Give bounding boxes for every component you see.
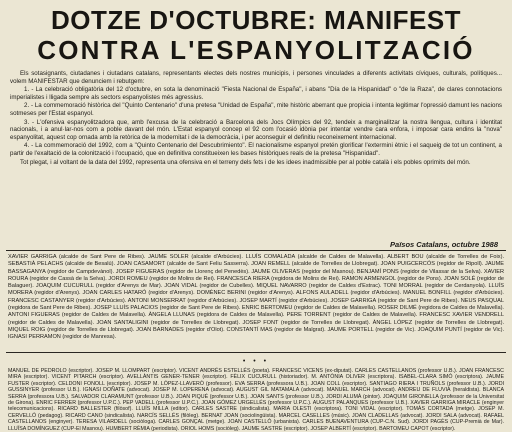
point-2: 2. - La commemoració històrica del "Quinto Centenario" d'una pretesa "Unidad de España", mite històric aberrant que propicia i intenta legitimar l'opressió damunt les nacions sotmeses per l'Estat espanyol. (10, 102, 502, 117)
divider-top (6, 250, 506, 251)
point-1: 1. - La celebració obligatòria del 12 d'octubre, en sota la denominació "Fiesta Nacional de España", i abans "Día de la Hispanidad" o "de la Raza", de clares connotacions imperialistes i lligada sempre als sectors espanyolistes més agressius. (10, 86, 502, 101)
headline-line-1: DOTZE D'OCTUBRE: MANIFEST (50, 5, 462, 35)
signers-personalities: MANUEL DE PEDROLO (escriptor). JOSEP M. LLOMPART (escriptor). VICENT ANDRÉS ESTELLÉS (poeta). FRANCESC VICENS (ex-diputat). CARLES CASTELLANOS (professor U.B.). JOAN FRANCESC MIRA (escriptor). VICENT PITARCH (escriptor). AVELLÀNTIS GENER-TENER (escriptor). FÈLIX CUCURULL (historiador). M. ANTÒNIA OLIVER (escriptora). ISABEL-CLARA SIMÓ (escriptora). JAUME FUSTER (escriptor). CELDONI FONOLL (escriptor). JOSEP M. LÓPEZ-LLAVERÒ (professor). EVA SERRA (professora U.B.). JOAN COLL (escriptor). SANTIAGO RIERA I TRUÑOLS (professor U.B.). JORDI GUSSINYER (professor U.B.). IGNASI DOÑATE (advocat). JOSEP M. LOPERENA (advocat). AUGUST GIL MATAMALA (advocat). MANUEL MARCH (advocat). ANDREU DE FLUVIÀ (heraldista). BLANCA SERRA (professora U.B.). SALVADOR CLARAMUNT (professor U.B.). JOAN PIQUÉ (professor U.B.). JOAN SANTS (professor U.B.). JORDI ALUMÀ (pintor). JOAQUIM GIRONELLA (professor de la Universitat de Girona). ENRIC FERRER (professor U.P.C.). PEP VADELL (professor U.P.C.). JOAN GÓMEZ URGELLÉS (professor U.P.C.). AUGUST PALANQUES (professor U.B.). XAVIER GARRIGA MIRACLE (enginyer telecomunicacions). RICARD BALLESTER (filòsof). LLUÍS MILLA (editor). CARLES SASTRE (sindicalista). MARIA OLESTI (escriptora). TONI VIDAL (escriptor). TOMÀS CORTADA (metge). JOSEP M. CERVELLÓ (pedagog). RICARD CANO (sindicalista). NARCÍS SELLÉS (filòleg). BERNAT JOAN (sociolingüista). MARCEL CASELLES (músic). JOAN CLADELLAS (advocat). JORDI SALA (advocat). RAFAEL CASTELLANOS (enginyer). TERESA VILARDELL (sociòloga). CARLES GONÇAL (metge). JOAN CASTELLÓ (urbanista). CARLES BUENAVENTURA (CUP-C.N. Sud). JORDI PAGÈS (CUP-Premià de Mar). LLUÏSA DOMÍNGUEZ (CUP-El Masnou). HUMBERT RÈMIA (periodista). ORIOL HOMS (sociòleg). JAUME SASTRE (escriptor). JOSEP ALBERTÍ (escriptor). BARTOMEU CAPOT (escriptor). (8, 368, 504, 432)
closing-paragraph: Tot plegat, i al voltant de la data del 1992, representa una ofensiva en el terreny dels fets i de les idees inadmissible per al poble català i els pobles oprimits del món. (20, 158, 471, 166)
intro-paragraph: Els sotasignants, ciutadanes i ciutadans catalans, representants electes dels nostres municipis, i persones vinculades a diferents activitats cíviques, culturals, polítiques... volem MANIFESTAR que denunciem i rebutgem: (10, 70, 502, 85)
signoff-place-date: Països Catalans, octubre 1988 (390, 240, 498, 249)
headline-line-2: CONTRA L'ESPANYOLITZACIÓ (37, 35, 475, 65)
manifesto-body (10, 70, 502, 167)
divider-middle (6, 352, 506, 353)
point-4: 4. - La commemoració del 1992, com a "Quinto Centenario del Descubrimiento". El nacionalisme espanyol pretén glorificar l'extermini ètnic i el saqueig de tot un continent, a partir de l'exaltació de la colonització i l'ocupació, que en definitiva constitueixen les bases històriques reals de la pretesa "Hispanidad". (10, 142, 502, 157)
section-separator-dots: • • • (242, 358, 270, 365)
point-3: 3. - L'ofensiva espanyolitzadora que, amb l'excusa de la celebració a Barcelona dels Jocs Olímpics del 92, tendeix a marginalitzar la nostra llengua, cultura i identitat nacionals, i a anul·lar-nos com a poble davant del món. L'Estat espanyol concep el 92 com l'ocasió idònia per intentar vendre cara enfora, i imposar cara endins la "nova" espanyolitat, aquest cop ornada amb la retòrica de la modernitat i de la democràcia, i per aconseguir el definitiu reconeixement internacional. (10, 118, 502, 141)
signers-officials: XAVIER GARRIGA (alcalde de Sant Pere de Ribes). JAUME SOLER (alcalde d'Arbúcies). LLUÍS COMALADA (alcalde de Caldes de Malavella). ALBERT BOU (alcalde de Torrelles de Foix). SEBASTIÀ PELACHS (alcalde de Besalú). JOAN CASAMORT (alcalde de Sant Feliu Sasserra). JOAN REMELL (alcalde de Torrelles de Llobregat). JOAN PUIGCERCÓS (regidor de Ripoll). JAUME BASSAGANYA (regidor de Campdevànol). JOSEP FIGUERAS (regidor de Llorenç del Penedès). JAUME OLIVERAS (regidor del Masnou). BENJAMÍ PONS (regidor de Vilassar de la Selva). XAVIER ROURA (regidor de Cassà de la Selva). JORDI ROMEU (regidor de Molins de Rei). FRANCESCA RIERA (regidora de Molins de Rei). RAMON ARMENGOL (regidor de Pons). JOAN SOLÉ (regidor de Balaguer). JOAQUIM CUCURULL (regidor d'Arenys de Mar). JOAN VIDAL (regidor de Cubelles). MIQUEL NAVARRO (regidor de Caldes d'Estrac). TONI MORRAL (regidor de Cerdanyola). LLUÍS MORERA (regidor d'Arenys). JOAN CARLES HATARÓ (regidor d'Arenys). DOMÈNEC BERINI (regidor d'Arenys). ALFONS AULADELL (regidor d'Arbúcies). MANUEL BONFILL (regidor d'Arbúcies). FRANCESC CASTANYER (regidor d'Arbúcies). ANTONI MONSERRAT (regidor d'Arbúcies). JOSEP MARTÍ (regidor d'Arbúcies). JOSEP GARRIGA (regidor de Sant Pere de Ribes). NEUS PASQUAL (regidora de Sant Pere de Ribes). JOSEP LLUÍS PALACIOS (regidor de Sant Pere de Ribes). ENRIC BERTOMEU (regidor de Caldes de Malavella). ROSER DILMÉ (regidora de Caldes de Malavella). ANTONI FIGUERAS (regidor de Caldes de Malavella). ÀNGELA LLUNAS (regidora de Caldes de Malavella). PERE TORRENT (regidor de Caldes de Malavella). FRANCESC XAVIER VENDRELL (regidor de Caldes de Malavella). JOAN SANTALIGINI (regidor de Torrelles de Llobregat). JOSEP FONT (regidor de Torrelles de Llobregat). ÀNGEL LÓPEZ (regidor de Torrelles de Llobregat). MIQUEL ROIG (regidor de Torrelles de Llobregat). JOAN BARNADES (regidor d'Olot). CONSTANTÍ MAS (regidor de Malgrat). JAUME PORTELL (regidor de Vic). JOAQUIM PUNTÍ (regidor de Vic). IGNASI PERRAMON (regidor de Manresa). (8, 254, 504, 341)
